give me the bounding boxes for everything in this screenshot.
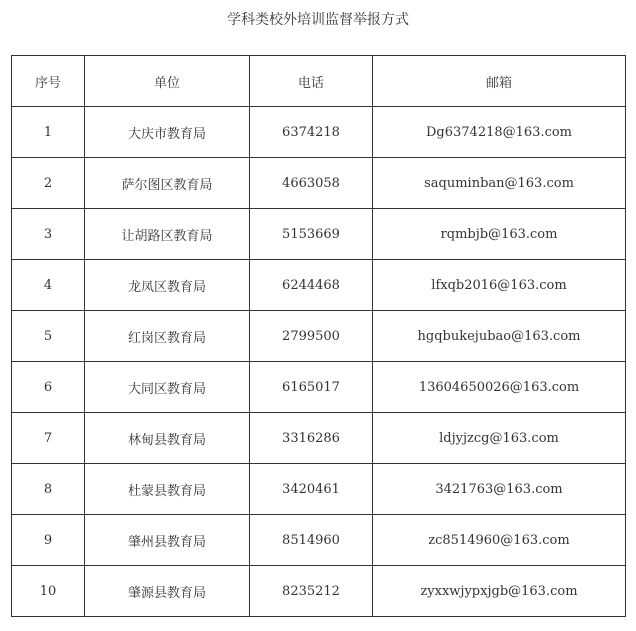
header-phone: 电话 xyxy=(250,56,373,107)
row-phone: 5153669 xyxy=(250,209,373,260)
row-unit: 肇州县教育局 xyxy=(85,515,250,566)
row-unit: 让胡路区教育局 xyxy=(85,209,250,260)
row-phone: 6165017 xyxy=(250,362,373,413)
table-row xyxy=(12,566,626,617)
table-row xyxy=(12,311,626,362)
row-unit: 红岗区教育局 xyxy=(85,311,250,362)
row-email: ldjyjzcg@163.com xyxy=(373,413,626,464)
row-index: 6 xyxy=(12,362,85,413)
row-index: 9 xyxy=(12,515,85,566)
table-row xyxy=(12,413,626,464)
row-email: zc8514960@163.com xyxy=(373,515,626,566)
row-email: 3421763@163.com xyxy=(373,464,626,515)
table-header-row xyxy=(12,56,626,107)
row-index: 10 xyxy=(12,566,85,617)
table-row xyxy=(12,158,626,209)
row-email: rqmbjb@163.com xyxy=(373,209,626,260)
table-row xyxy=(12,464,626,515)
row-email: zyxxwjypxjgb@163.com xyxy=(373,566,626,617)
row-email: Dg6374218@163.com xyxy=(373,107,626,158)
row-phone: 3316286 xyxy=(250,413,373,464)
row-index: 5 xyxy=(12,311,85,362)
page-title: 学科类校外培训监督举报方式 xyxy=(227,12,409,28)
row-index: 8 xyxy=(12,464,85,515)
row-index: 3 xyxy=(12,209,85,260)
row-unit: 林甸县教育局 xyxy=(85,413,250,464)
table-row xyxy=(12,362,626,413)
row-index: 7 xyxy=(12,413,85,464)
table-row xyxy=(12,209,626,260)
contact-table xyxy=(11,55,626,617)
row-unit: 杜蒙县教育局 xyxy=(85,464,250,515)
table-row xyxy=(12,515,626,566)
row-unit: 萨尔图区教育局 xyxy=(85,158,250,209)
header-index: 序号 xyxy=(12,56,85,107)
row-unit: 龙凤区教育局 xyxy=(85,260,250,311)
row-phone: 6374218 xyxy=(250,107,373,158)
row-phone: 8235212 xyxy=(250,566,373,617)
row-index: 4 xyxy=(12,260,85,311)
row-phone: 4663058 xyxy=(250,158,373,209)
row-unit: 大庆市教育局 xyxy=(85,107,250,158)
row-index: 2 xyxy=(12,158,85,209)
row-unit: 肇源县教育局 xyxy=(85,566,250,617)
row-email: hgqbukejubao@163.com xyxy=(373,311,626,362)
row-email: 13604650026@163.com xyxy=(373,362,626,413)
row-email: saquminban@163.com xyxy=(373,158,626,209)
table-row xyxy=(12,260,626,311)
row-phone: 3420461 xyxy=(250,464,373,515)
row-phone: 6244468 xyxy=(250,260,373,311)
header-email: 邮箱 xyxy=(373,56,626,107)
row-phone: 2799500 xyxy=(250,311,373,362)
row-email: lfxqb2016@163.com xyxy=(373,260,626,311)
row-index: 1 xyxy=(12,107,85,158)
row-phone: 8514960 xyxy=(250,515,373,566)
header-unit: 单位 xyxy=(85,56,250,107)
table-row xyxy=(12,107,626,158)
row-unit: 大同区教育局 xyxy=(85,362,250,413)
